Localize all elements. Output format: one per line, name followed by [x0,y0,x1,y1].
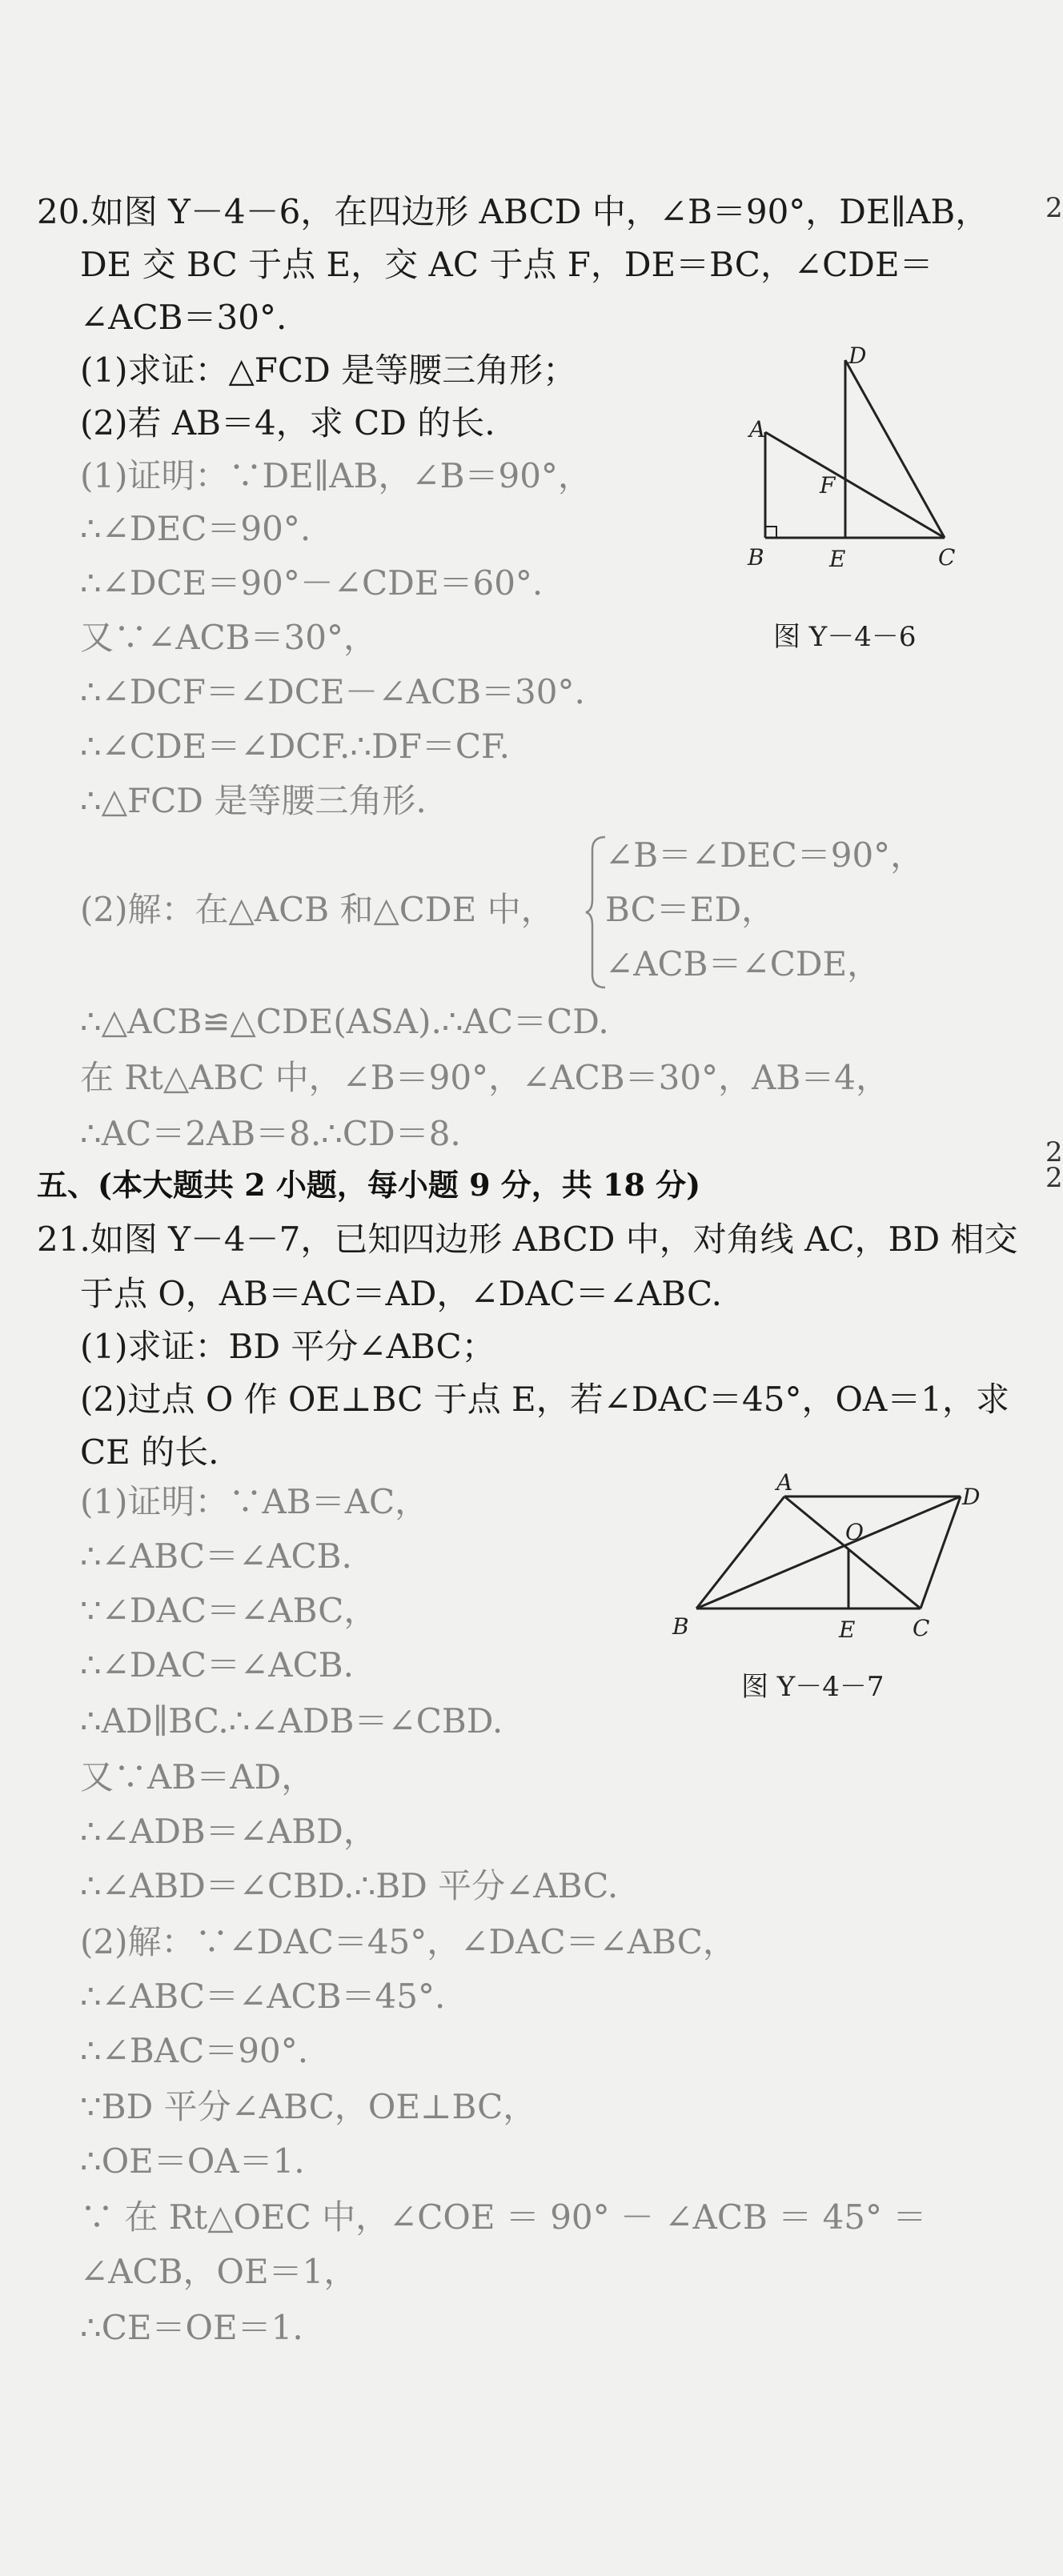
figure-2-label-o: O [845,1519,864,1545]
figure-2-label-d: D [962,1484,981,1510]
figure-1-label-f: F [820,472,836,499]
q20-answer-line-4: 又∵∠ACB＝30°， [80,618,377,657]
q20-line-5: (2)若 AB＝4，求 CD 的长. [80,403,495,443]
q21-answer-line-13: ∴OE＝OA＝1. [80,2141,305,2181]
edge-mark-2: 2 [1045,1136,1063,1168]
q21-answer-line-1: (1)证明：∵AB＝AC， [80,1482,429,1521]
edge-mark-3: 2 [1045,1162,1063,1194]
q20-line-4: (1)求证：△FCD 是等腰三角形； [80,351,577,390]
q20-answer-line-6: ∴∠CDE＝∠DCF.∴DF＝CF. [80,727,510,766]
q20-brace-item-2: BC＝ED， [605,890,776,929]
q20-brace-item-3: ∠ACB＝∠CDE， [605,944,881,984]
q21-answer-line-14: ∵ 在 Rt△OEC 中，∠COE ＝ 90° － ∠ACB ＝ 45° ＝ [80,2197,927,2237]
q21-answer-line-9: (2)解：∵∠DAC＝45°，∠DAC＝∠ABC， [80,1922,736,1961]
q20-answer2-line-1: ∴△ACB≌△CDE(ASA).∴AC＝CD. [80,1002,609,1041]
q21-answer-line-11: ∴∠BAC＝90°. [80,2031,309,2070]
q20-answer-line-7: ∴△FCD 是等腰三角形. [80,781,427,820]
q21-line-2: 于点 O，AB＝AC＝AD，∠DAC＝∠ABC. [80,1274,722,1313]
q20-brace-system [584,832,1001,992]
figure-1-label-a: A [749,416,766,443]
figure-y-4-7-caption: 图 Y－4－7 [741,1671,884,1703]
section-5-title: 五、(本大题共 2 小题，每小题 9 分，共 18 分) [37,1167,701,1203]
q21-line-4: (2)过点 O 作 OE⊥BC 于点 E，若∠DAC＝45°，OA＝1，求 [80,1380,1009,1419]
figure-1-label-e: E [829,546,846,572]
q21-line-5: CE 的长. [80,1432,219,1472]
figure-y-4-7 [664,1469,1001,1649]
q21-answer-line-7: ∴∠ADB＝∠ABD， [80,1812,377,1851]
figure-2-label-e: E [839,1617,856,1643]
q21-answer-line-12: ∵BD 平分∠ABC，OE⊥BC， [80,2087,537,2126]
q21-answer-line-3: ∵∠DAC＝∠ABC， [80,1591,378,1630]
q20-answer2-line-3: ∴AC＝2AB＝8.∴CD＝8. [80,1114,461,1153]
q20-line-3: ∠ACB＝30°. [80,298,287,337]
q21-line-3: (1)求证：BD 平分∠ABC； [80,1327,495,1366]
q20-brace-item-1: ∠B＝∠DEC＝90°， [605,835,925,875]
q20-answer-line-3: ∴∠DCE＝90°－∠CDE＝60°. [80,563,544,603]
figure-2-label-c: C [913,1615,930,1641]
figure-y-4-6-caption: 图 Y－4－6 [773,621,917,653]
q20-line-2: DE 交 BC 于点 E，交 AC 于点 F，DE＝BC，∠CDE＝ [80,245,933,284]
figure-1-label-b: B [748,544,764,571]
figure-2-label-a: A [776,1469,793,1496]
q21-answer-line-8: ∴∠ABD＝∠CBD.∴BD 平分∠ABC. [80,1866,619,1905]
figure-y-4-6 [720,336,985,576]
q20-answer-line-5: ∴∠DCF＝∠DCE－∠ACB＝30°. [80,672,585,711]
q20-answer2-line-2: 在 Rt△ABC 中，∠B＝90°，∠ACB＝30°，AB＝4， [80,1058,889,1097]
q20-part2-prefix: (2)解：在△ACB 和△CDE 中， [80,890,555,929]
q21-answer-line-10: ∴∠ABC＝∠ACB＝45°. [80,1977,446,2016]
figure-2-label-b: B [672,1613,689,1640]
q20-answer-line-1: (1)证明：∵DE∥AB，∠B＝90°， [80,456,592,495]
q21-answer-line-6: 又∵AB＝AD， [80,1757,315,1797]
figure-1-label-c: C [938,544,956,571]
q21-answer-line-5: ∴AD∥BC.∴∠ADB＝∠CBD. [80,1701,503,1741]
q21-line-1: 21.如图 Y－4－7，已知四边形 ABCD 中，对角线 AC，BD 相交 [37,1220,1018,1259]
q20-line-1: 20.如图 Y－4－6，在四边形 ABCD 中，∠B＝90°，DE∥AB， [37,192,989,231]
q21-answer-line-2: ∴∠ABC＝∠ACB. [80,1536,352,1576]
q21-answer-line-15: ∠ACB，OE＝1， [80,2252,358,2291]
q21-answer-line-16: ∴CE＝OE＝1. [80,2308,303,2347]
q20-answer-line-2: ∴∠DEC＝90°. [80,509,311,548]
q21-answer-line-4: ∴∠DAC＝∠ACB. [80,1645,354,1685]
edge-mark-1: 2 [1045,192,1063,224]
figure-1-label-d: D [848,343,867,369]
